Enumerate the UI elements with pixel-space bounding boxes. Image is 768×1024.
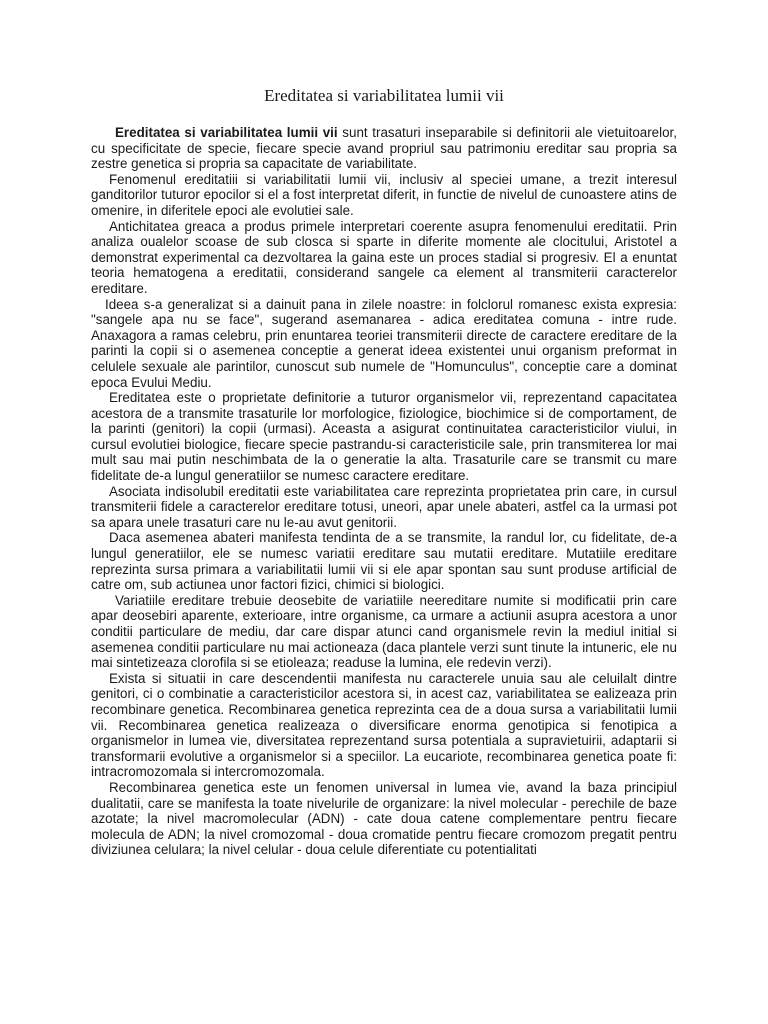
paragraph-1-text: sunt trasaturi inseparabile si definitorii ale vietuitoarelor, cu specificitate de specie, fiecare specie avand propriul sau patrimoniu ereditar sau propria sa zestre genetica si propria sa capacitate de variabilitate.	[91, 125, 677, 172]
paragraph-4: Ideea s-a generalizat si a dainuit pana in zilele noastre: in folclorul romanesc exista expresia: "sangele apa nu se face", sugerand asemanarea - adica ereditatea comuna - intre rude. Anaxagora a ramas celebru, prin enuntarea teoriei transmiterii directe de caractere ereditare de la parinti la copii si o asemenea conceptie a generat ideea existentei unui organism preformat in celulele sexuale ale parintilor, cunoscut sub numele de "Homunculus", conceptie care a dominat epoca Evului Mediu.	[91, 296, 677, 390]
paragraph-5: Ereditatea este o proprietate definitorie a tuturor organismelor vii, reprezentand capacitatea acestora de a transmite trasaturile lor morfologice, fiziologice, biochimice si de comportament, de la parinti (genitori) la copii (urmasi). Aceasta a asigurat continuitatea caracteristicilor viului, in cursul evolutiei biologice, fiecare specie pastrandu-si caracteristicile sale, prin transmiterea lor mai mult sau mai putin neschimbata de la o generatie la alta. Trasaturile care se transmit cu mare fidelitate de-a lungul generatiilor se numesc caractere ereditare.	[91, 390, 677, 484]
paragraph-1-bold-lead: Ereditatea si variabilitatea lumii vii	[115, 125, 338, 140]
paragraph-9: Exista si situatii in care descendentii manifesta nu caracterele unuia sau ale celuilalt dintre genitori, ci o combinatie a caracteristicilor acestora si, in acest caz, variabilitatea se ealizeaza prin recombinare genetica. Recombinarea genetica reprezinta cea de a doua sursa a variabilitatii lumii vii. Recombinarea genetica realizeaza o diversificare enorma genotipica si fenotipica a organismelor in lumea vie, diversitatea reprezentand sursa potentiala a supravietuirii, adaptarii si transformarii evolutive a organismelor si a speciilor. La eucariote, recombinarea genetica poate fi: intracromozomala si intercromozomala.	[91, 670, 677, 780]
paragraph-1	[91, 125, 677, 172]
paragraph-3: Antichitatea greaca a produs primele interpretari coerente asupra fenomenului ereditatii. Prin analiza oualelor scoase de sub closca si sparte in diferite momente ale clocitului, Aristotel a demonstrat experimental ca dezvoltarea la gaina este un proces stadial si progresiv. El a enuntat teoria hematogena a ereditatii, considerand sangele ca element al transmiterii caracterelor ereditare.	[91, 218, 677, 296]
paragraph-10: Recombinarea genetica este un fenomen universal in lumea vie, avand la baza principiul dualitatii, care se manifesta la toate nivelurile de organizare: la nivel molecular - perechile de baze azotate; la nivel macromolecular (ADN) - cate doua catene complementare pentru fiecare molecula de ADN; la nivel cromozomal - doua cromatide pentru fiecare cromozom pregatit pentru diviziunea celulara; la nivel celular - doua celule diferentiate cu potentialitati	[91, 779, 677, 858]
document-body	[91, 125, 677, 858]
paragraph-8: Variatiile ereditare trebuie deosebite de variatiile neereditare numite si modificatii prin care apar deosebiri aparente, exterioare, intre organisme, ca urmare a actiunii asupra acestora a unor conditii particulare de mediu, dar care dispar atunci cand organismele revin la mediul initial si asemenea conditii particulare nu mai actioneaza (daca plantele verzi sunt tinute la intuneric, ele nu mai sintetizeaza clorofila si se etioleaza; readuse la lumina, ele redevin verzi).	[91, 592, 677, 671]
paragraph-6: Asociata indisolubil ereditatii este variabilitatea care reprezinta proprietatea prin care, in cursul transmiterii fidele a caracterelor ereditare totusi, uneori, apar unele abateri, astfel ca la urmasi pot sa apara unele trasaturi care nu le-au avut genitorii.	[91, 483, 677, 530]
document-title: Ereditatea si variabilitatea lumii vii	[264, 86, 504, 105]
paragraph-2: Fenomenul ereditatiii si variabilitatii lumii vii, inclusiv al speciei umane, a trezit interesul ganditorilor tuturor epocilor si el a fost interpretat diferit, in functie de nivelul de cunoastere atins de omenire, in diferitele epoci ale evolutiei sale.	[91, 171, 677, 218]
paragraph-7: Daca asemenea abateri manifesta tendinta de a se transmite, la randul lor, cu fidelitate, de-a lungul generatiilor, ele se numesc variatii ereditare sau mutatii ereditare. Mutatiile ereditare reprezinta sursa primara a variabilitatii lumii vii si ele apar spontan sau sunt produse artificial de catre om, sub actiunea unor factori fizici, chimici si biologici.	[91, 530, 677, 593]
